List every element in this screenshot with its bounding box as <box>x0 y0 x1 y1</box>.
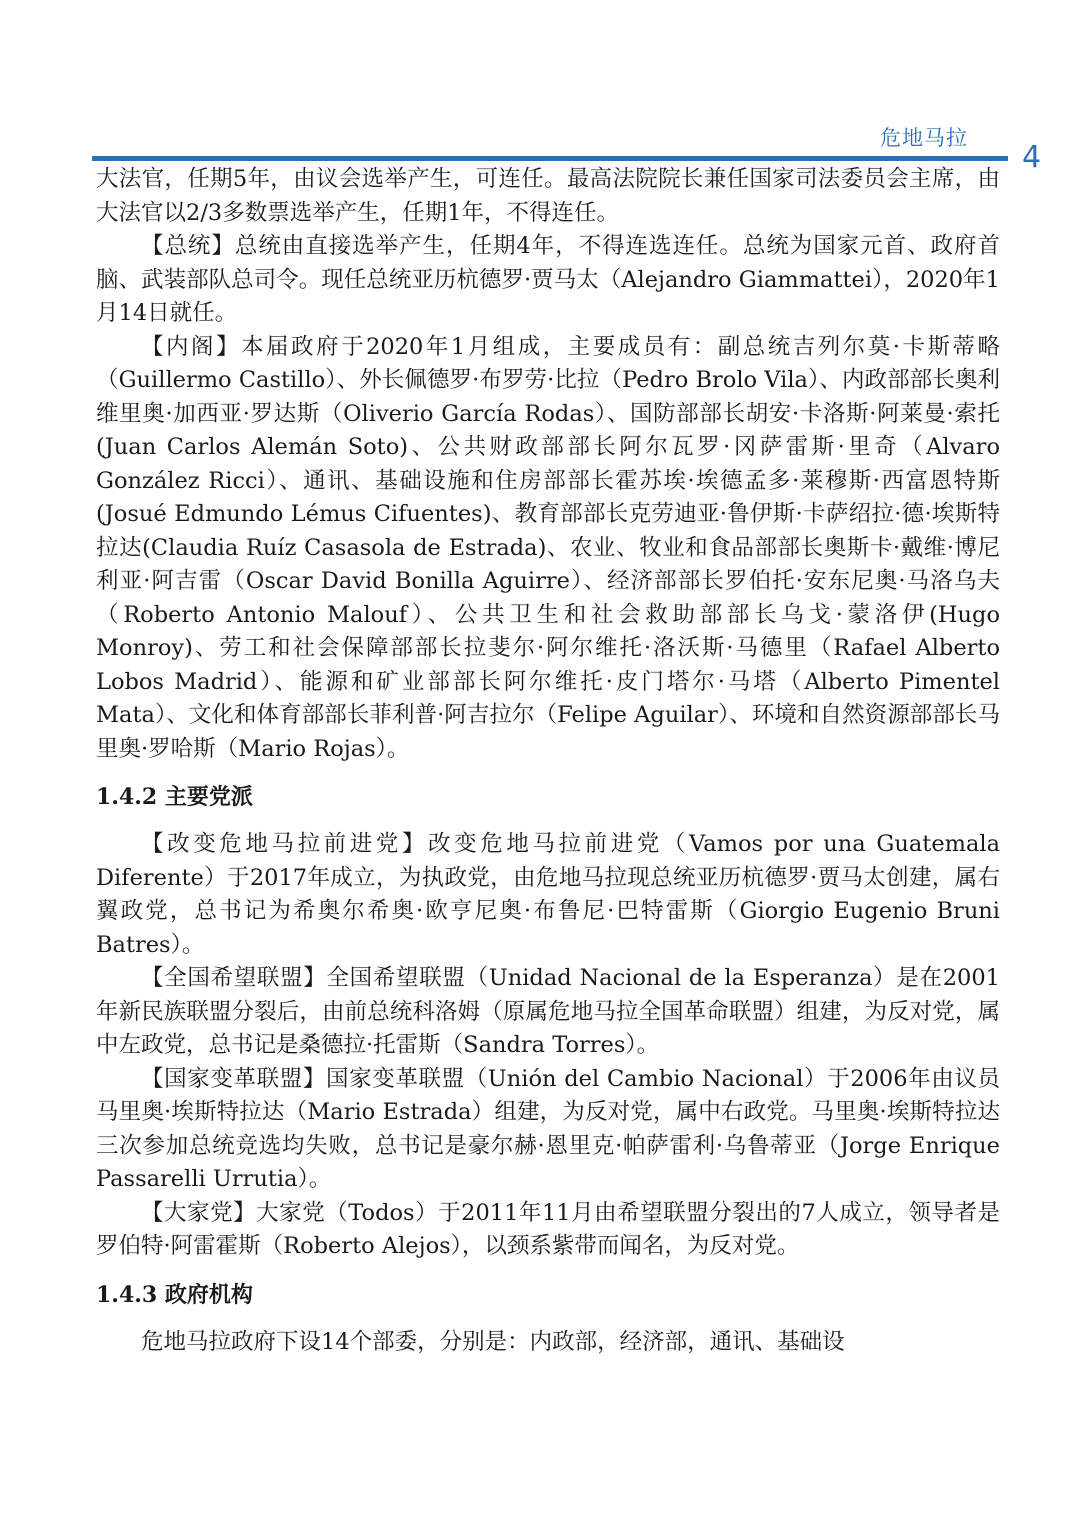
paragraph-judiciary-continued: 大法官，任期5年，由议会选举产生，可连任。最高法院院长兼任国家司法委员会主席，由大法官以2/3多数票选举产生，任期1年，不得连任。 <box>96 166 1000 226</box>
paragraph-party-ucn: 【国家变革联盟】国家变革联盟（Unión del Cambio Nacional）于2006年由议员马里奥·埃斯特拉达（Mario Estrada）组建，为反对党，属中右政党。马里奥·埃斯特拉达三次参加总统竞选均失败，总书记是豪尔赫·恩里克·帕萨雷利·乌鲁蒂亚（Jorge Enrique Passarelli Urrutia）。 <box>96 1065 1000 1192</box>
paragraph-party-une: 【全国希望联盟】全国希望联盟（Unidad Nacional de la Esperanza）是在2001年新民族联盟分裂后，由前总统科洛姆（原属危地马拉全国革命联盟）组建，为反对党，属中左政党，总书记是桑德拉·托雷斯（Sandra Torres）。 <box>96 965 1000 1058</box>
paragraph-party-vamos: 【改变危地马拉前进党】改变危地马拉前进党（Vamos por una Guatemala Diferente）于2017年成立，为执政党，由危地马拉现总统亚历杭德罗·贾马太创建，属右翼政党，总书记为希奥尔希奥·欧亨尼奥·布鲁尼·巴特雷斯（Giorgio Eugenio Bruni Batres）。 <box>96 831 1000 958</box>
paragraph-party-todos: 【大家党】大家党（Todos）于2011年11月由希望联盟分裂出的7人成立，领导者是罗伯特·阿雷霍斯（Roberto Alejos），以颈系紫带而闻名，为反对党。 <box>96 1199 1000 1259</box>
paragraph-cabinet: 【内阁】本届政府于2020年1月组成，主要成员有：副总统吉列尔莫·卡斯蒂略（Guillermo Castillo）、外长佩德罗·布罗劳·比拉（Pedro Brolo Vila）、内政部部长奥利维里奥·加西亚·罗达斯（Oliverio García Rodas）、国防部部长胡安·卡洛斯·阿莱曼·索托(Juan Carlos Alemán Soto)、公共财政部部长阿尔瓦罗·冈萨雷斯·里奇（Alvaro González Ricci）、通讯、基础设施和住房部部长霍苏埃·埃德孟多·莱穆斯·西富恩特斯(Josué Edmundo Lémus Cifuentes)、教育部部长克劳迪亚·鲁伊斯·卡萨绍拉·德·埃斯特拉达(Claudia Ruíz Casasola de Estrada)、农业、牧业和食品部部长奥斯卡·戴维·博尼利亚·阿吉雷（Oscar David Bonilla Aguirre）、经济部部长罗伯托·安东尼奥·马洛乌夫（Roberto Antonio Malouf）、公共卫生和社会救助部部长乌戈·蒙洛伊(Hugo Monroy)、劳工和社会保障部部长拉斐尔·阿尔维托·洛沃斯·马德里（Rafael Alberto Lobos Madrid）、能源和矿业部部长阿尔维托·皮门塔尔·马塔（Alberto Pimentel Mata）、文化和体育部部长菲利普·阿吉拉尔（Felipe Aguilar）、环境和自然资源部部长马里奥·罗哈斯（Mario Rojas）。 <box>96 333 1000 762</box>
paragraph-president: 【总统】总统由直接选举产生，任期4年，不得连选连任。总统为国家元首、政府首脑、武装部队总司令。现任总统亚历杭德罗·贾马太（Alejandro Giammattei），2020年1月14日就任。 <box>96 233 1000 326</box>
running-header-title: 危地马拉 <box>880 126 968 150</box>
section-heading-government: 1.4.3 政府机构 <box>96 1281 253 1308</box>
page-body <box>96 163 1000 1359</box>
header-rule <box>92 156 1008 161</box>
paragraph-ministries: 危地马拉政府下设14个部委，分别是：内政部，经济部，通讯、基础设 <box>141 1328 845 1355</box>
page-number: 4 <box>1022 140 1042 175</box>
section-heading-parties: 1.4.2 主要党派 <box>96 784 253 810</box>
